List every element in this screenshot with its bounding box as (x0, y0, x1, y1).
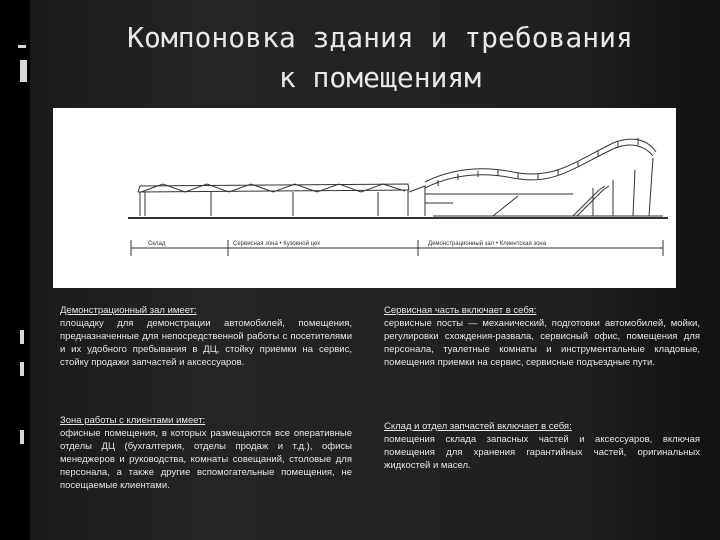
slide-title-line-2: к помещениям (278, 61, 482, 94)
showroom-text: площадку для демонстрации автомобилей, помещения, предназначенные для непосредственной работы с посетителями и их удобного пребывания в ДЦ, стойку приемки на сервис, стойку продажи запчастей и аксессуаров. (60, 318, 352, 368)
decor-bar (20, 330, 24, 344)
decor-bar (18, 45, 26, 48)
service-block (384, 304, 700, 369)
showroom-heading: Демонстрационный зал имеет: (60, 305, 197, 316)
showroom-block (60, 304, 352, 369)
service-heading: Сервисная часть включает в себя: (384, 305, 537, 316)
clients-text: офисные помещения, в которых размещаются все оперативные отделы ДЦ (бухгалтерия, отделы продаж и т.д.), офисы менеджеров и руководства, комнаты совещаний, столовые для персонала, а также другие вспомогательные помещения, не посещаемые клиентами. (60, 428, 352, 491)
zone-label-showroom: Демонстрационный зал • Клиентская зона (428, 241, 547, 247)
clients-block (60, 414, 352, 492)
clients-heading: Зона работы с клиентами имеет: (60, 415, 206, 426)
parts-block (384, 420, 700, 472)
slide-title (60, 18, 700, 98)
decor-bar (20, 430, 24, 444)
decor-bar (20, 60, 27, 82)
service-text: сервисные посты — механический, подготовки автомобилей, мойки, регулировки схождения-развала, сервисный офис, помещения для персонала, туалетные комнаты и инструментальные кладовые, помещения приемки на сервис, сервисные подъездные пути. (384, 318, 700, 368)
decor-bar (20, 362, 24, 376)
parts-text: помещения склада запасных частей и аксессуаров, включая помещения для хранения гарантийных частей, оригинальных жидкостей и масел. (384, 434, 700, 471)
parts-heading: Склад и отдел запчастей включает в себя: (384, 421, 572, 432)
building-section-svg (53, 108, 676, 288)
zone-label-service: Сервисная зона • Кузовной цех (233, 241, 321, 247)
zone-label-warehouse: Склад (148, 241, 166, 247)
building-section-drawing (53, 108, 676, 288)
slide-title-line-1: Компоновка здания и требования (127, 21, 633, 54)
